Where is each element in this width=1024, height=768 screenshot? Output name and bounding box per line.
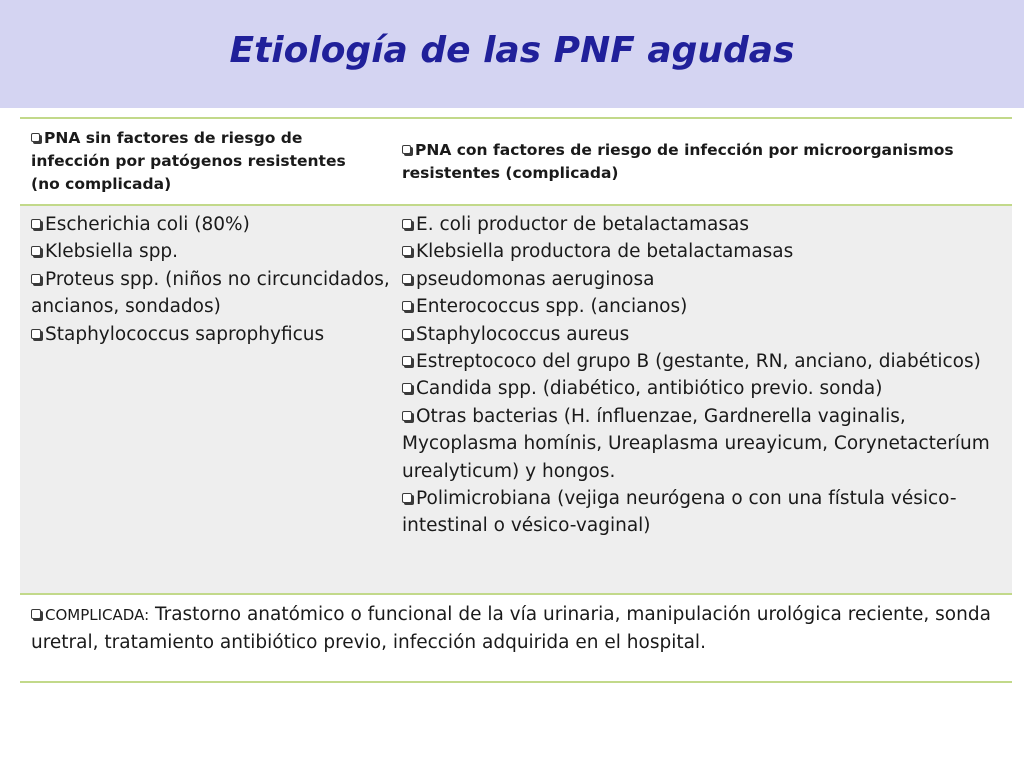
left-pathogen-list <box>31 211 391 348</box>
list-item <box>402 266 1002 293</box>
footer-text: Trastorno anatómico o funcional de la vía urinaria, manipulación urológica reciente, sonda uretral, tratamiento antibiótico previo, infección adquirida en el hospital. <box>31 604 991 654</box>
list-item-text: Escherichia coli (80%) <box>45 214 250 235</box>
list-item-text: Estreptococo del grupo B (gestante, RN, anciano, diabéticos) <box>416 351 981 373</box>
list-item <box>402 348 1002 375</box>
list-item <box>402 293 1002 320</box>
list-item <box>402 321 1002 348</box>
list-item <box>31 211 391 238</box>
checkbox-bullet-icon <box>402 411 412 421</box>
checkbox-bullet-icon <box>31 246 41 256</box>
header-right-cell <box>402 139 962 185</box>
list-item <box>402 485 1002 540</box>
checkbox-bullet-icon <box>31 219 41 229</box>
list-item-text: Polimicrobiana (vejiga neurógena o con una fístula vésico-intestinal o vésico-vaginal) <box>402 488 957 537</box>
list-item-text: Staphylococcus saprophyficus <box>45 323 325 345</box>
header-right-text: PNA con factores de riesgo de infección por microorganismos resistentes (complicada) <box>402 141 954 182</box>
checkbox-bullet-icon <box>402 145 411 154</box>
footer-definition <box>31 601 1006 657</box>
list-item-text: Otras bacterias (H. ínfluenzae, Gardnerella vaginalis, Mycoplasma homínis, Ureaplasma ureayicum, Corynetacteríum urealyticum) y hongos. <box>402 405 990 482</box>
etiology-table <box>20 117 1012 683</box>
checkbox-bullet-icon <box>402 301 412 311</box>
list-item-text: Proteus spp. (niños no circuncidados, ancianos, sondados) <box>31 268 390 318</box>
list-item-text: Candida spp. (diabético, antibiótico previo. sonda) <box>416 378 883 400</box>
list-item-text: Klebsiella productora de betalactamasas <box>416 241 794 263</box>
checkbox-bullet-icon <box>31 329 41 339</box>
list-item-text: Klebsiella spp. <box>45 241 179 263</box>
checkbox-bullet-icon <box>31 609 41 619</box>
checkbox-bullet-icon <box>402 329 412 339</box>
list-item <box>402 238 1002 265</box>
checkbox-bullet-icon <box>402 219 412 229</box>
list-item-text: Enterococcus spp. (ancianos) <box>416 296 688 318</box>
slide-title: Etiología de las PNF agudas <box>229 30 795 71</box>
list-item <box>31 266 391 321</box>
right-pathogen-list <box>402 211 1002 540</box>
checkbox-bullet-icon <box>31 133 40 142</box>
footer-label: COMPLICADA: <box>45 606 150 624</box>
list-item-text: E. coli productor de betalactamasas <box>416 214 749 235</box>
header-left-text: PNA sin factores de riesgo de infección por patógenos resistentes (no complicada) <box>31 129 346 193</box>
checkbox-bullet-icon <box>402 274 412 284</box>
list-item <box>402 403 1002 485</box>
header-left-cell <box>31 127 361 196</box>
list-item <box>31 321 391 348</box>
checkbox-bullet-icon <box>402 246 412 256</box>
list-item-text: Staphylococcus aureus <box>416 323 630 345</box>
checkbox-bullet-icon <box>402 356 412 366</box>
checkbox-bullet-icon <box>402 493 412 503</box>
list-item-text: pseudomonas aeruginosa <box>416 268 655 290</box>
table-bottom-rule <box>20 681 1012 683</box>
list-item <box>402 375 1002 402</box>
list-item <box>402 211 1002 238</box>
checkbox-bullet-icon <box>402 383 412 393</box>
list-item <box>31 238 391 265</box>
checkbox-bullet-icon <box>31 274 41 284</box>
